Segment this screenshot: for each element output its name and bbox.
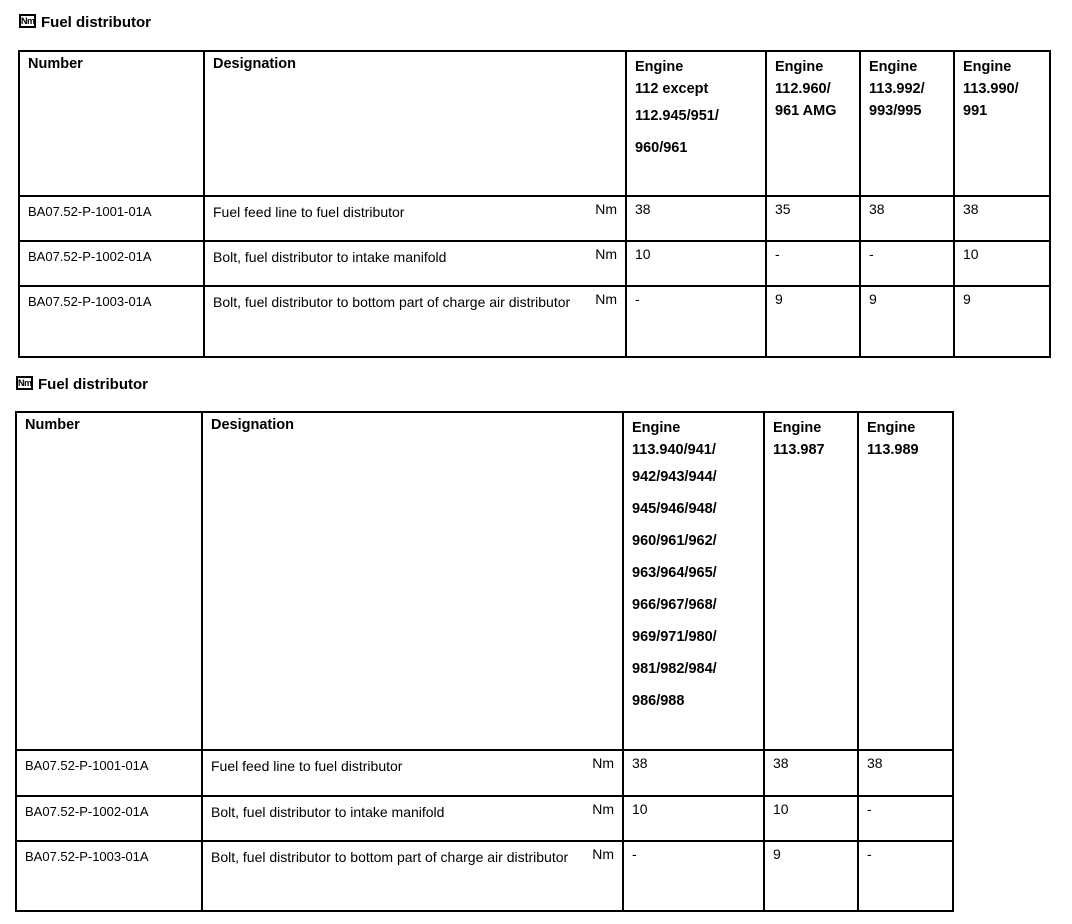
row-value: -	[766, 241, 860, 286]
row-designation: Bolt, fuel distributor to intake manifold Nm	[202, 796, 623, 841]
section-title-text: Fuel distributor	[41, 14, 151, 31]
row-designation: Bolt, fuel distributor to bottom part of charge air distributor Nm	[202, 841, 623, 911]
torque-table	[15, 411, 954, 912]
column-header-engine: Engine 113.990/ 991	[954, 51, 1050, 196]
row-value: 9	[860, 286, 954, 357]
row-designation: Fuel feed line to fuel distributor Nm	[202, 750, 623, 796]
row-unit: Nm	[595, 201, 617, 217]
table-row	[16, 796, 953, 841]
row-value: -	[623, 841, 764, 911]
row-value: 9	[766, 286, 860, 357]
row-value: 38	[858, 750, 953, 796]
column-header-engine: Engine 112.960/ 961 AMG	[766, 51, 860, 196]
table-row	[19, 196, 1050, 241]
row-number: BA07.52-P-1002-01A	[19, 241, 204, 286]
table-row	[19, 286, 1050, 357]
section-title-text: Fuel distributor	[38, 376, 148, 393]
row-value: 38	[764, 750, 858, 796]
row-unit: Nm	[595, 246, 617, 262]
row-value: 9	[764, 841, 858, 911]
column-header-number: Number	[19, 51, 204, 196]
row-number: BA07.52-P-1003-01A	[19, 286, 204, 357]
row-designation: Bolt, fuel distributor to bottom part of charge air distributor Nm	[204, 286, 626, 357]
row-number: BA07.52-P-1001-01A	[19, 196, 204, 241]
row-value: 35	[766, 196, 860, 241]
row-value: 38	[623, 750, 764, 796]
torque-nm-icon: Nm	[18, 377, 32, 388]
row-unit: Nm	[595, 291, 617, 307]
torque-table	[18, 50, 1051, 358]
row-number: BA07.52-P-1003-01A	[16, 841, 202, 911]
column-header-designation: Designation	[204, 51, 626, 196]
row-unit: Nm	[592, 801, 614, 817]
section-title	[16, 376, 148, 393]
column-header-number: Number	[16, 412, 202, 750]
row-value: 38	[860, 196, 954, 241]
section-title	[19, 14, 151, 31]
row-value: -	[858, 841, 953, 911]
table-row	[16, 841, 953, 911]
torque-nm-icon: Nm	[21, 15, 35, 26]
row-value: -	[626, 286, 766, 357]
row-value: 9	[954, 286, 1050, 357]
row-designation: Fuel feed line to fuel distributor Nm	[204, 196, 626, 241]
row-unit: Nm	[592, 755, 614, 771]
table-row	[16, 750, 953, 796]
table-header-row	[16, 412, 953, 750]
column-header-engine: Engine 113.987	[764, 412, 858, 750]
column-header-engine: Engine 113.940/941/ 942/943/944/ 945/946/948/ 960/961/962/ 963/964/965/ 966/967/968/ 969/971/980/ 981/982/984/ 986/988	[623, 412, 764, 750]
row-value: 38	[954, 196, 1050, 241]
row-designation: Bolt, fuel distributor to intake manifold Nm	[204, 241, 626, 286]
column-header-designation: Designation	[202, 412, 623, 750]
row-value: -	[858, 796, 953, 841]
row-unit: Nm	[592, 846, 614, 862]
row-value: 38	[626, 196, 766, 241]
row-value: 10	[764, 796, 858, 841]
row-value: 10	[626, 241, 766, 286]
row-value: -	[860, 241, 954, 286]
row-value: 10	[954, 241, 1050, 286]
column-header-engine: Engine 112 except 112.945/951/ 960/961	[626, 51, 766, 196]
row-number: BA07.52-P-1001-01A	[16, 750, 202, 796]
table-header-row	[19, 51, 1050, 196]
table-row	[19, 241, 1050, 286]
row-value: 10	[623, 796, 764, 841]
row-number: BA07.52-P-1002-01A	[16, 796, 202, 841]
column-header-engine: Engine 113.989	[858, 412, 953, 750]
column-header-engine: Engine 113.992/ 993/995	[860, 51, 954, 196]
